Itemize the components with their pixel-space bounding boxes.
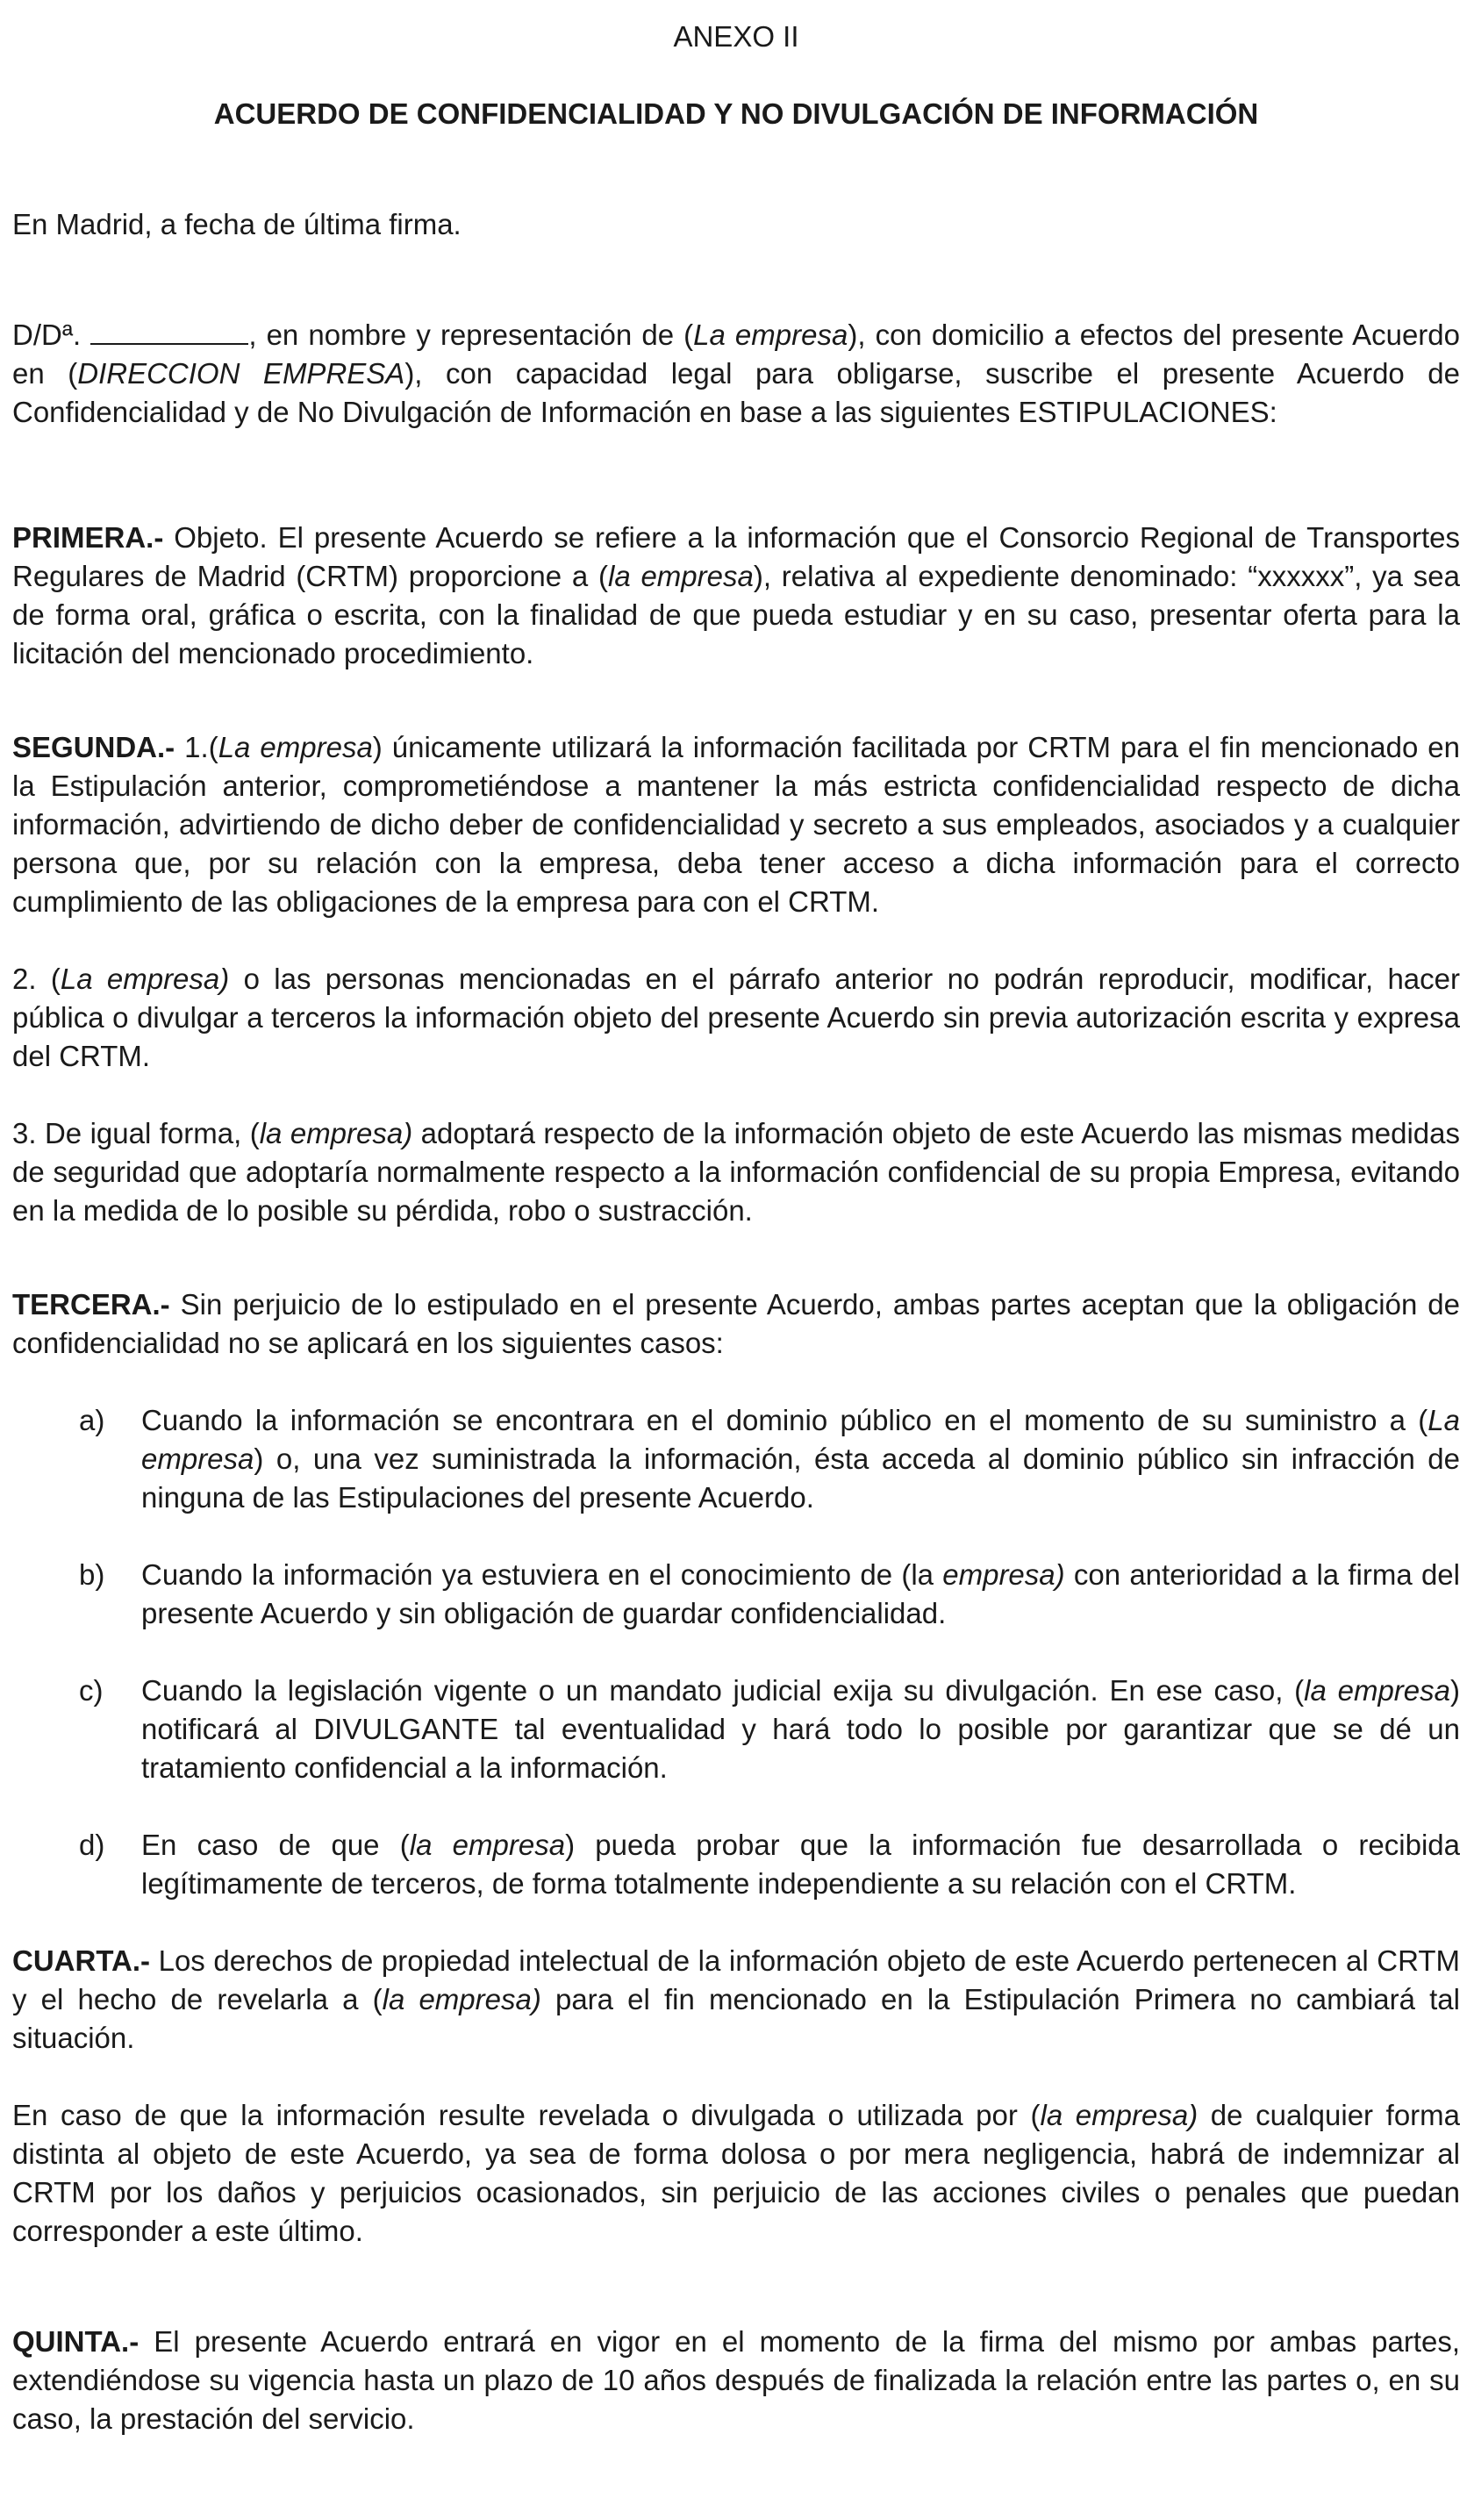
intro-paragraph: D/Dª. , en nombre y representación de (La empresa), con domicilio a efectos del presente Acuerdo en (DIRECCION EMPRESA), con capacidad legal para obligarse, suscribe el presente Acuerdo de Confidencialidad y de No Divulgación de Información en base a las siguientes ESTIPULACIONES: [12,319,1461,428]
clause-heading: TERCERA.- [12,1288,170,1321]
list-item-a: a) Cuando la información se encontrara en el dominio público en el momento de su suministro a (La empresa) o, una vez suministrada la información, ésta acceda al dominio público sin infracción de ninguna de las Estipulaciones del presente Acuerdo. [12,1401,1460,1517]
document-page [12,12,1460,2438]
list-item-d: d) En caso de que (la empresa) pueda probar que la información fue desarrollada o recibida legítimamente de terceros, de forma totalmente independiente a su relación con el CRTM. [12,1826,1460,1903]
clause-heading: PRIMERA.- [12,521,164,554]
clause-primera: PRIMERA.- Objeto. El presente Acuerdo se refiere a la información que el Consorcio Regional de Transportes Regulares de Madrid (CRTM) proporcione a (la empresa), relativa al expediente denominado: “xxxxxx”, ya sea de forma oral, gráfica o escrita, con la finalidad de que pueda estudiar y en su caso, presentar oferta para la licitación del mencionado procedimiento. [12,521,1460,669]
list-marker: a) [79,1404,105,1436]
list-item-b: b) Cuando la información ya estuviera en el conocimiento de (la empresa) con anterioridad a la firma del presente Acuerdo y sin obligación de guardar confidencialidad. [12,1556,1460,1633]
document-title: ACUERDO DE CONFIDENCIALIDAD Y NO DIVULGACIÓN DE INFORMACIÓN [213,97,1259,130]
clause-segunda-3: 3. De igual forma, (la empresa) adoptará respecto de la información objeto de este Acuerdo las mismas medidas de seguridad que adoptaría normalmente respecto a la información confidencial de su propia Empresa, evitando en la medida de lo posible su pérdida, robo o sustracción. [12,1117,1461,1227]
clause-cuarta-1: CUARTA.- Los derechos de propiedad intelectual de la información objeto de este Acuerdo pertenecen al CRTM y el hecho de revelarla a (la empresa) para el fin mencionado en la Estipulación Primera no cambiará tal situación. [12,1944,1460,2054]
clause-segunda-1: SEGUNDA.- 1.(La empresa) únicamente utilizará la información facilitada por CRTM para el fin mencionado en la Estipulación anterior, comprometiéndose a mantener la más estricta confidencialidad respecto de dicha información, advirtiendo de dicho deber de confidencialidad y secreto a sus empleados, asociados y a cualquier persona que, por su relación con la empresa, deba tener acceso a dicha información para el correcto cumplimiento de las obligaciones de la empresa para con el CRTM. [12,731,1461,918]
clause-quinta: QUINTA.- El presente Acuerdo entrará en vigor en el momento de la firma del mismo por ambas partes, extendiéndose su vigencia hasta un plazo de 10 años después de finalizada la relación entre las partes o, en su caso, la prestación del servicio. [12,2325,1460,2435]
list-marker: d) [79,1829,105,1861]
clause-cuarta-2: En caso de que la información resulte revelada o divulgada o utilizada por (la empresa) de cualquier forma distinta al objeto de este Acuerdo, ya sea de forma dolosa o por mera negligencia, habrá de indemnizar al CRTM por los daños y perjuicios ocasionados, sin perjuicio de las acciones civiles o penales que puedan corresponder a este último. [12,2099,1461,2247]
clause-heading: CUARTA.- [12,1944,151,1977]
clause-segunda-2: 2. (La empresa) o las personas mencionadas en el párrafo anterior no podrán reproducir, modificar, hacer pública o divulgar a terceros la información objeto del presente Acuerdo sin previa autorización escrita y expresa del CRTM. [12,963,1460,1072]
list-item-c: c) Cuando la legislación vigente o un mandato judicial exija su divulgación. En ese caso, (la empresa) notificará al DIVULGANTE tal eventualidad y hará todo lo posible por garantizar que se dé un tratamiento confidencial a la información. [12,1672,1460,1787]
clause-heading: SEGUNDA.- [12,731,175,763]
name-blank [90,319,248,345]
clause-tercera: TERCERA.- Sin perjuicio de lo estipulado en el presente Acuerdo, ambas partes aceptan que la obligación de confidencialidad no se aplicará en los siguientes casos: [12,1288,1460,1359]
list-marker: c) [79,1674,104,1707]
party-prefix: D/Dª. [12,319,82,351]
list-marker: b) [79,1558,105,1591]
place-date: En Madrid, a fecha de última firma. [12,208,462,240]
annex-label: ANEXO II [673,20,799,53]
clause-heading: QUINTA.- [12,2325,140,2358]
